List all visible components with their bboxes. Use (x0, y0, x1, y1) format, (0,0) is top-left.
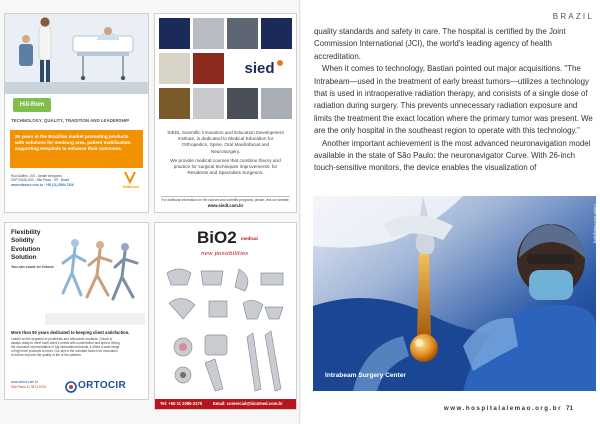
ortocir-headline: More than 50 years dedicated to keeping client satisfaction. (11, 330, 130, 335)
hillrom-tagline: TECHNOLOGY, QUALITY, TRADITION AND LEADERSHIP (11, 118, 130, 123)
ortocir-word: Flexibility (11, 229, 41, 236)
sied-tile (193, 88, 224, 119)
sied-tile (159, 88, 190, 119)
photo-credit-text: Credit: Gilo Photography (593, 204, 597, 244)
vitacore-brand: VitaCore (122, 184, 140, 189)
hillrom-address-2: CEP 04632-090 - São Paulo - SP - Brazil (11, 178, 69, 182)
sied-tile (159, 53, 190, 84)
bio2-email[interactable]: Email: comercial@bio2med.com.br (213, 401, 283, 406)
bio2-tagline: new possibilities (201, 251, 249, 257)
sied-tile (193, 53, 224, 84)
ortocir-runners-illustration (45, 233, 145, 325)
ortocir-word: Evolution (11, 245, 41, 253)
article-paragraph: Another important achievement is the most advanced neuronavigation model available in the state of São Paulo: the neuronavigator Curve. With 26-inch touch-sensitive monitors, the device enables the visualization of (314, 138, 591, 173)
sied-intro: SIEDL Scientific Innovation and Education Development Institute, is dedicated to Medical Education for Orthopedics, Spine, Oral Maxillofacial and Neurosurgery. (167, 130, 284, 154)
bio2-ad (154, 222, 297, 410)
sied-ad (154, 13, 297, 213)
hillrom-promo: 25 years in the Brazilian market promoting products with solutions for medsurg area, patient mobilization, supporting Hospitals to enhance their outcomes. (15, 134, 132, 151)
sied-photo-grid (159, 18, 292, 126)
ortocir-ad (4, 222, 149, 400)
footer-website[interactable]: www.hospitalalemao.org.br (443, 405, 562, 412)
sied-divider (161, 196, 290, 197)
hillrom-promo-box (10, 130, 143, 168)
ortocir-word: Solution (11, 254, 37, 262)
sied-tile (261, 88, 292, 119)
sied-logo: sied (244, 60, 275, 77)
ortocir-cta: You can count on Ortocir (11, 265, 54, 269)
sied-tile (193, 18, 224, 49)
sied-logo-accent (277, 60, 283, 66)
sied-tile (261, 18, 292, 49)
ortocir-address: São Paulo 11 3873-6700 (11, 385, 47, 389)
bio2-logo: BiO2 (197, 228, 237, 247)
section-header: BRAZIL (552, 12, 594, 21)
page-number: 71 (566, 405, 573, 412)
ortocir-word: Solidity (11, 237, 35, 245)
hillrom-ad (4, 13, 149, 213)
article-paragraph: When it comes to technology, Bastian pointed out major acquisitions. "The Intrabeam—used in the treatment of early breast tumors—utilizes a technology that is used in intraoperative radiation therapy, and consists of a single dose of radiation during surgery. This prevents unnecessary radiation exposure and limits the treatment the exact location where the primary tumor was present. We are the only hospital in the southeast region to operate with this technology." (314, 64, 593, 136)
hillrom-hero-photo (5, 14, 148, 94)
ortocir-website[interactable]: www.ortocir.com.br (11, 380, 38, 384)
ortocir-logo: ORTOCIR (78, 380, 127, 391)
sied-footer: For additional information on the courses and scientific programs, please, visit our website: (161, 198, 290, 202)
bio2-implants-photo (161, 263, 290, 397)
intrabeam-photo (313, 196, 596, 391)
page-gutter (299, 0, 301, 424)
hillrom-contact: www.vitacore.com.br - +55 (11) 5564-7426 (11, 183, 74, 187)
sied-website[interactable]: www.siedl.com.br (207, 203, 244, 208)
bio2-contact-bar (155, 399, 296, 409)
sied-provide: We provide medical courses that combine theory and practice for surgical techniques improvements, for Residents and Specialists Surgeons. (170, 158, 281, 176)
photo-credit (590, 204, 598, 284)
photo-caption: Intrabeam Surgery Center (325, 372, 406, 379)
bio2-logo-suffix: medical (241, 236, 258, 241)
hillrom-logo: Hill-Rom (13, 98, 51, 112)
hillrom-address-1: Rua Galileu, 103 - Jardim Aeroporto (11, 174, 62, 178)
sied-tile (159, 18, 190, 49)
sied-tile (227, 88, 258, 119)
ortocir-body: Leader on the segment of prosthesis and orthopedic implants, Ortocir is always ready to meet each client's needs with commitment and speed. Being the exclusive representative of big international brands, it offers a wide range of high level products to meet. Our aim is the constant search for innovation to further improve the quality of life of the patients. (11, 337, 120, 357)
vitacore-logo-mark (123, 170, 137, 184)
ortocir-logo-icon (65, 380, 77, 392)
article-paragraph: quality standards and safety in care. The hospital is certified by the Joint Commission International (JCI), the world's leading agency of health accreditation. (314, 27, 566, 61)
bio2-phone: Tel: +55 11 2085-2270 (160, 401, 203, 406)
sied-logo-box (227, 53, 292, 84)
article-text (314, 26, 594, 175)
sied-tile (227, 18, 258, 49)
